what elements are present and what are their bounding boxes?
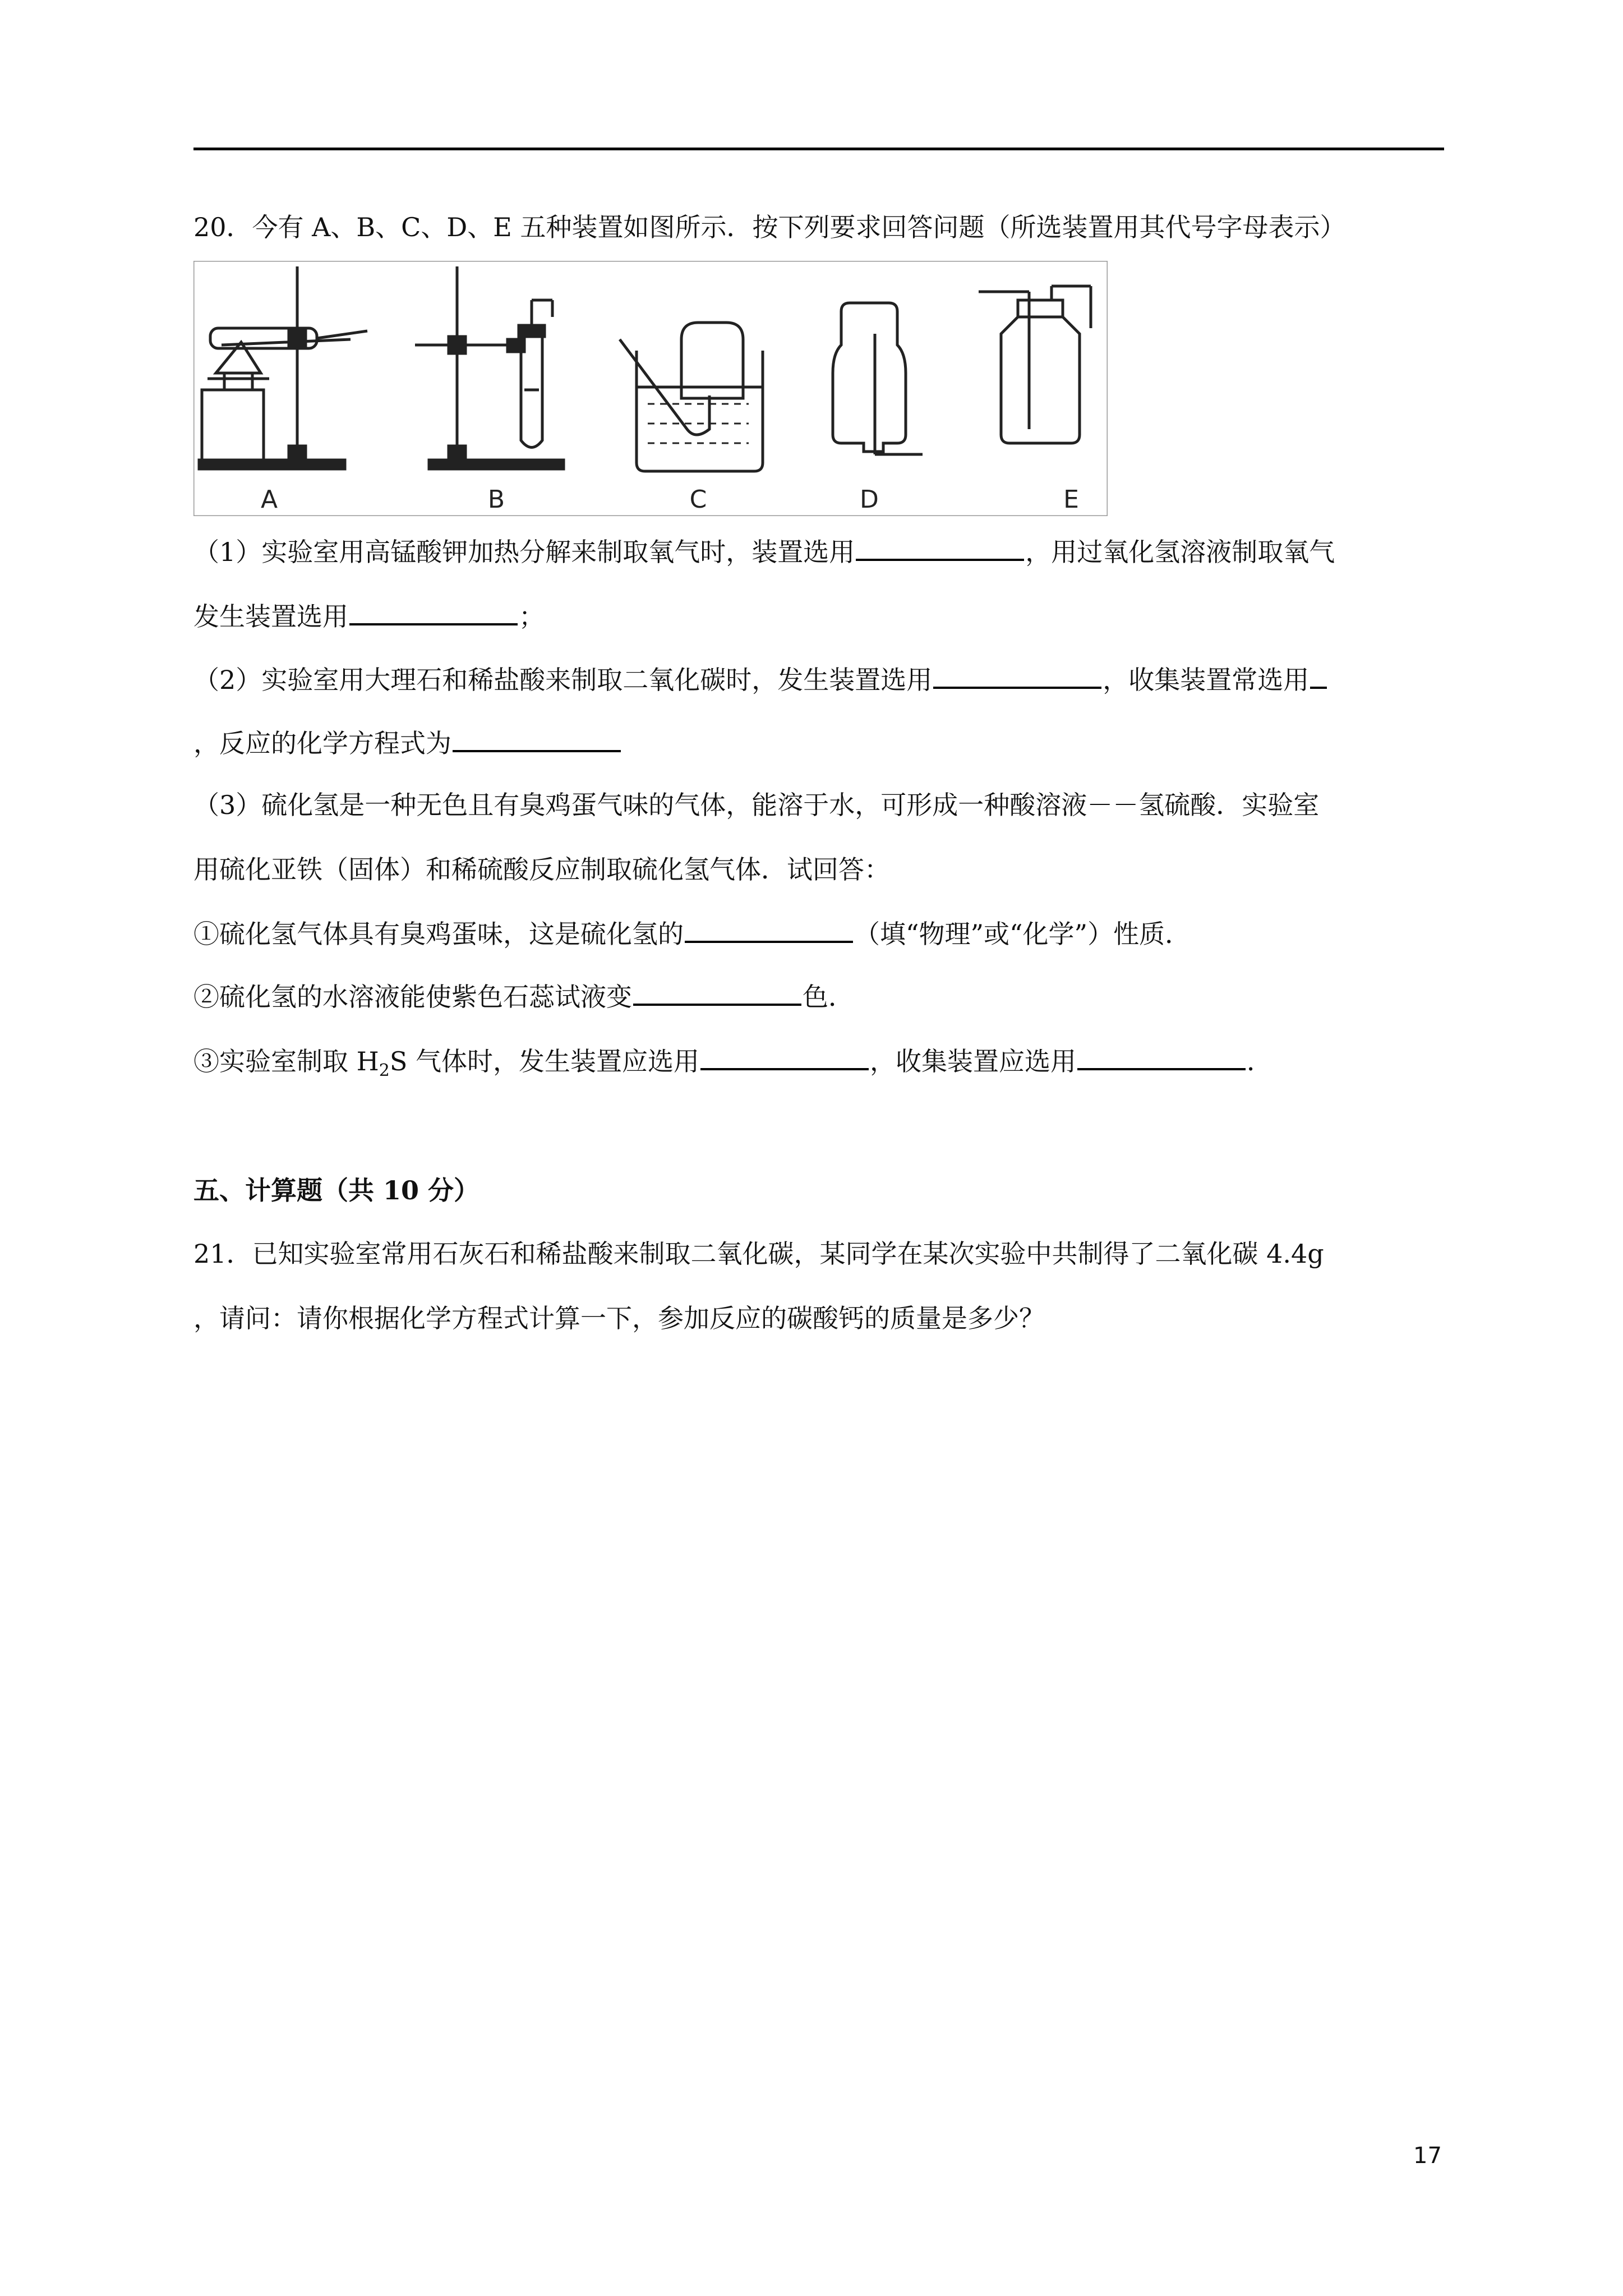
q20-part3-line1: （3）硫化氢是一种无色且有臭鸡蛋气味的气体，能溶于水，可形成一种酸溶液－－氢硫酸．实验室: [193, 790, 1320, 820]
answer-blank[interactable]: [633, 979, 801, 1006]
question-20-stem: 20．今有 A、B、C、D、E 五种装置如图所示．按下列要求回答问题（所选装置用其代号字母表示）: [193, 212, 1346, 242]
q20-part1-line2: 发生装置选用 ；: [193, 599, 545, 633]
figure-label-b: B: [487, 485, 505, 514]
figure-label-c: C: [689, 485, 707, 514]
page-number: 17: [1413, 2143, 1442, 2169]
answer-blank[interactable]: [933, 662, 1101, 689]
answer-blank[interactable]: [1077, 1043, 1246, 1070]
q20-sub2: ②硫化氢的水溶液能使紫色石蕊试液变 色．: [193, 979, 854, 1014]
figure-label-e: E: [1063, 485, 1079, 514]
header-rule: [193, 148, 1444, 150]
question-21-line2: ，请问：请你根据化学方程式计算一下，参加反应的碳酸钙的质量是多少？: [193, 1303, 1045, 1333]
apparatus-figure: [193, 261, 1108, 516]
figure-label-d: D: [860, 485, 879, 514]
q20-part2-line1: （2）实验室用大理石和稀盐酸来制取二氧化碳时，发生装置选用 ，收集装置常选用: [193, 662, 1328, 697]
q20-sub3: ③实验室制取 $H_2S$ 气体时，发生装置应选用 ，收集装置应选用 ．: [193, 1043, 1272, 1088]
answer-blank[interactable]: [685, 916, 853, 943]
q20-sub1: ①硫化氢气体具有臭鸡蛋味，这是硫化氢的 （填“物理”或“化学”）性质．: [193, 916, 1191, 951]
q20-part1-line1: （1）实验室用高锰酸钾加热分解来制取氧气时，装置选用 ，用过氧化氢溶液制取氧气: [193, 534, 1335, 569]
answer-blank[interactable]: [1310, 662, 1327, 689]
answer-blank[interactable]: [700, 1043, 869, 1070]
section-heading: 五、计算题（共 10 分）: [193, 1175, 480, 1205]
question-21-line1: 21．已知实验室常用石灰石和稀盐酸来制取二氧化碳，某同学在某次实验中共制得了二氧化碳 4.4g: [193, 1239, 1324, 1269]
answer-blank[interactable]: [856, 534, 1024, 561]
q20-part3-line2: 用硫化亚铁（固体）和稀硫酸反应制取硫化氢气体．试回答：: [193, 854, 890, 885]
q20-part2-line2: ，反应的化学方程式为: [193, 725, 622, 760]
answer-blank[interactable]: [349, 599, 518, 625]
answer-blank[interactable]: [453, 725, 621, 752]
figure-label-a: A: [260, 485, 278, 514]
